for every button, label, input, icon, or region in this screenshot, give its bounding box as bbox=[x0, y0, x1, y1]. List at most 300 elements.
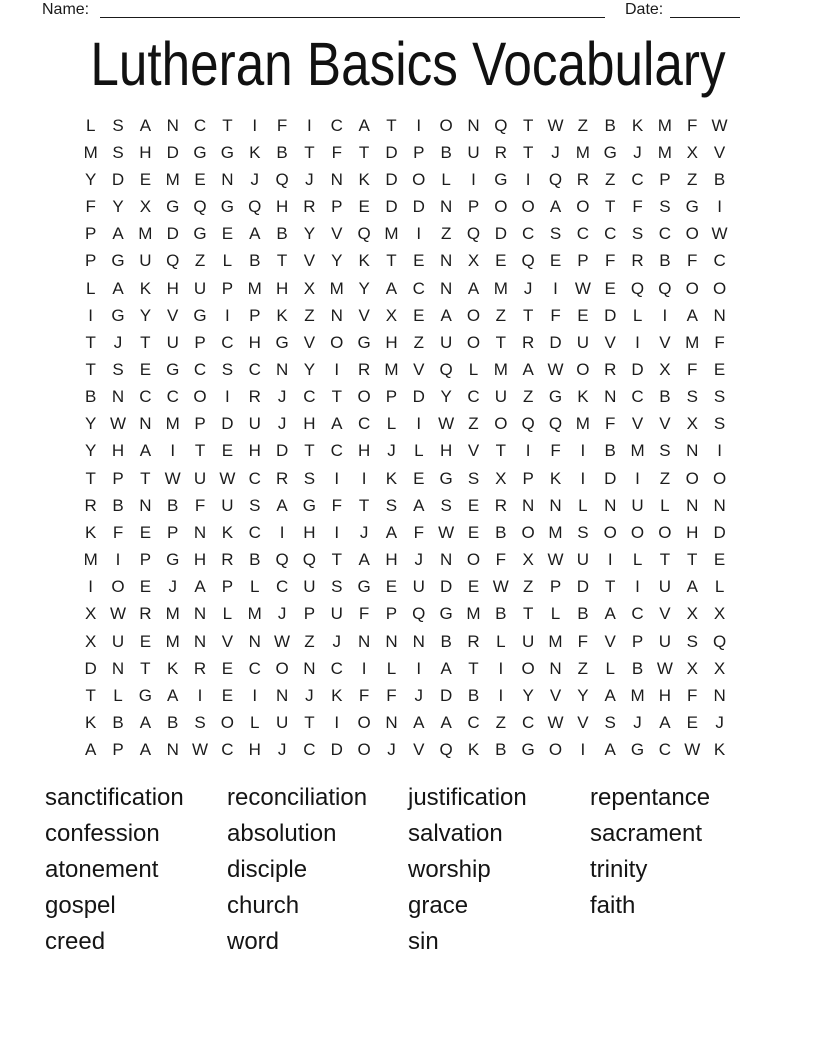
grid-letter: T bbox=[85, 359, 96, 379]
grid-letter: V bbox=[413, 740, 425, 760]
grid-letter: L bbox=[250, 577, 260, 597]
grid-letter: E bbox=[139, 631, 152, 651]
grid-letter: N bbox=[522, 495, 535, 515]
grid-letter: I bbox=[717, 441, 722, 461]
grid-letter: N bbox=[549, 495, 562, 515]
grid-letter: T bbox=[468, 658, 479, 678]
grid-letter: M bbox=[165, 604, 180, 624]
grid-letter: I bbox=[416, 658, 422, 678]
grid-letter: W bbox=[684, 740, 701, 760]
grid-letter: R bbox=[275, 468, 289, 488]
grid-letter: M bbox=[685, 332, 700, 352]
grid-letter: C bbox=[467, 387, 480, 407]
grid-letter: P bbox=[139, 550, 152, 570]
grid-letter: G bbox=[603, 142, 617, 162]
grid-letter: P bbox=[194, 332, 206, 352]
grid-letter: L bbox=[250, 713, 260, 733]
grid-letter: Z bbox=[659, 468, 671, 488]
grid-letter: B bbox=[659, 387, 671, 407]
grid-letter: I bbox=[279, 522, 285, 542]
grid-letter: S bbox=[112, 142, 124, 162]
grid-letter: J bbox=[414, 550, 424, 570]
grid-letter: T bbox=[85, 685, 96, 705]
grid-letter: Z bbox=[304, 305, 315, 325]
grid-letter: J bbox=[633, 142, 642, 162]
grid-letter: C bbox=[631, 169, 644, 189]
grid-letter: G bbox=[193, 224, 207, 244]
grid-letter: E bbox=[467, 522, 480, 542]
grid-letter: X bbox=[139, 197, 152, 217]
grid-letter: S bbox=[577, 522, 589, 542]
grid-letter: H bbox=[686, 522, 699, 542]
grid-letter: W bbox=[711, 115, 728, 135]
grid-letter: D bbox=[604, 305, 617, 325]
grid-letter: I bbox=[416, 414, 422, 434]
grid-letter: N bbox=[686, 495, 699, 515]
grid-letter: I bbox=[525, 169, 531, 189]
grid-letter: S bbox=[686, 387, 698, 407]
grid-letter: E bbox=[604, 278, 616, 298]
grid-letter: F bbox=[112, 522, 124, 542]
word-bank-column-2 bbox=[227, 780, 367, 960]
grid-letter: G bbox=[193, 305, 207, 325]
grid-letter: X bbox=[686, 414, 698, 434]
grid-letter: W bbox=[656, 658, 673, 678]
grid-letter: C bbox=[193, 115, 207, 135]
grid-letter: C bbox=[357, 414, 371, 434]
grid-letter: Y bbox=[522, 685, 534, 705]
grid-letter: X bbox=[686, 604, 698, 624]
grid-letter: O bbox=[685, 224, 699, 244]
grid-letter: F bbox=[687, 115, 698, 135]
grid-letter: F bbox=[413, 522, 424, 542]
grid-letter: G bbox=[439, 468, 453, 488]
grid-letter: E bbox=[358, 197, 370, 217]
grid-letter: H bbox=[139, 142, 152, 162]
grid-letter: P bbox=[112, 468, 124, 488]
grid-letter: P bbox=[331, 197, 343, 217]
grid-letter: I bbox=[525, 441, 531, 461]
grid-letter: W bbox=[547, 115, 564, 135]
grid-letter: C bbox=[303, 740, 316, 760]
grid-letter: T bbox=[386, 115, 397, 135]
grid-letter: K bbox=[713, 740, 726, 760]
grid-letter: G bbox=[166, 550, 180, 570]
grid-letter: M bbox=[493, 278, 508, 298]
grid-letter: Y bbox=[303, 359, 316, 379]
grid-letter: B bbox=[167, 495, 179, 515]
grid-letter: A bbox=[467, 278, 480, 298]
grid-letter: M bbox=[630, 441, 645, 461]
grid-letter: A bbox=[385, 522, 398, 542]
word-bank-item: gospel bbox=[45, 892, 116, 919]
grid-letter: W bbox=[164, 468, 181, 488]
grid-letter: M bbox=[247, 604, 262, 624]
grid-letter: M bbox=[247, 278, 262, 298]
grid-letter: O bbox=[412, 169, 426, 189]
grid-letter: O bbox=[576, 197, 590, 217]
grid-letter: M bbox=[83, 550, 98, 570]
grid-letter: I bbox=[471, 169, 476, 189]
grid-letter: A bbox=[331, 414, 343, 434]
grid-letter: U bbox=[303, 577, 316, 597]
grid-letter: Q bbox=[275, 169, 289, 189]
grid-letter: V bbox=[604, 631, 616, 651]
grid-letter: B bbox=[659, 251, 671, 271]
grid-letter: L bbox=[496, 631, 506, 651]
grid-letter: T bbox=[495, 441, 507, 461]
grid-letter: E bbox=[549, 251, 562, 271]
grid-letter: M bbox=[165, 414, 180, 434]
grid-letter: Q bbox=[248, 197, 262, 217]
grid-letter: I bbox=[717, 197, 722, 217]
grid-letter: J bbox=[250, 169, 259, 189]
name-label: Name: bbox=[42, 1, 90, 18]
grid-letter: A bbox=[549, 197, 562, 217]
grid-letter: M bbox=[657, 115, 672, 135]
grid-letter: B bbox=[604, 441, 616, 461]
grid-letter: F bbox=[331, 142, 342, 162]
grid-letter: I bbox=[580, 441, 586, 461]
grid-letter: F bbox=[386, 685, 397, 705]
grid-letter: X bbox=[303, 278, 316, 298]
grid-letter: T bbox=[386, 251, 397, 271]
grid-letter: A bbox=[194, 577, 206, 597]
grid-letter: S bbox=[331, 577, 343, 597]
grid-letter: V bbox=[577, 713, 589, 733]
grid-letter: S bbox=[713, 414, 726, 434]
grid-letter: L bbox=[441, 169, 451, 189]
grid-letter: R bbox=[193, 658, 207, 678]
grid-letter: C bbox=[467, 713, 480, 733]
grid-letter: X bbox=[713, 658, 726, 678]
grid-letter: N bbox=[139, 414, 152, 434]
grid-letter: D bbox=[166, 142, 179, 162]
grid-letter: H bbox=[385, 550, 398, 570]
grid-letter: Y bbox=[139, 305, 152, 325]
grid-letter: O bbox=[275, 658, 289, 678]
grid-letter: R bbox=[139, 604, 152, 624]
grid-letter: B bbox=[495, 740, 507, 760]
grid-letter: C bbox=[604, 224, 617, 244]
grid-letter: U bbox=[221, 495, 234, 515]
grid-letter: O bbox=[193, 387, 207, 407]
grid-letter: G bbox=[630, 740, 645, 760]
grid-letter: U bbox=[576, 332, 589, 352]
grid-letter: J bbox=[633, 713, 642, 733]
grid-letter: I bbox=[334, 713, 340, 733]
word-bank-item: sacrament bbox=[590, 820, 703, 847]
grid-letter: V bbox=[303, 251, 316, 271]
grid-letter: H bbox=[248, 332, 261, 352]
grid-letter: D bbox=[494, 224, 507, 244]
grid-letter: A bbox=[413, 713, 425, 733]
grid-letter: K bbox=[249, 142, 261, 162]
grid-letter: C bbox=[631, 387, 644, 407]
date-blank-line bbox=[670, 1, 740, 18]
grid-letter: V bbox=[713, 142, 726, 162]
grid-letter: P bbox=[167, 522, 179, 542]
grid-letter: Y bbox=[303, 224, 316, 244]
grid-letter: P bbox=[522, 468, 534, 488]
grid-letter: W bbox=[109, 414, 127, 434]
grid-letter: E bbox=[221, 658, 234, 678]
grid-letter: U bbox=[467, 142, 480, 162]
grid-letter: M bbox=[466, 604, 481, 624]
grid-letter: S bbox=[385, 495, 398, 515]
grid-letter: V bbox=[659, 414, 671, 434]
grid-letter: E bbox=[139, 359, 152, 379]
grid-letter: T bbox=[522, 305, 534, 325]
grid-letter: D bbox=[440, 577, 453, 597]
grid-letter: O bbox=[576, 359, 590, 379]
grid-letter: E bbox=[713, 550, 726, 570]
grid-letter: O bbox=[548, 740, 563, 760]
grid-letter: Q bbox=[548, 414, 563, 434]
grid-letter: N bbox=[166, 115, 179, 135]
word-bank-item: worship bbox=[408, 856, 491, 883]
grid-letter: I bbox=[635, 468, 640, 488]
grid-letter: K bbox=[139, 278, 152, 298]
grid-letter: M bbox=[138, 224, 153, 244]
word-bank-item: reconciliation bbox=[227, 784, 368, 811]
grid-letter: J bbox=[305, 169, 314, 189]
grid-letter: S bbox=[221, 359, 234, 379]
grid-letter: Y bbox=[112, 197, 124, 217]
grid-letter: W bbox=[547, 550, 564, 570]
grid-letter: Q bbox=[439, 740, 453, 760]
grid-letter: A bbox=[686, 577, 698, 597]
grid-letter: H bbox=[248, 441, 261, 461]
grid-letter: Y bbox=[85, 169, 97, 189]
grid-letter: H bbox=[275, 197, 289, 217]
grid-letter: G bbox=[111, 251, 125, 271]
grid-letter: Z bbox=[577, 115, 589, 135]
grid-letter: S bbox=[631, 224, 644, 244]
grid-letter: Q bbox=[630, 278, 645, 298]
grid-letter: G bbox=[166, 359, 180, 379]
grid-letter: F bbox=[276, 115, 288, 135]
grid-letter: G bbox=[357, 577, 371, 597]
grid-letter: Q bbox=[658, 278, 672, 298]
grid-letter: M bbox=[165, 631, 180, 651]
grid-letter: I bbox=[252, 115, 258, 135]
grid-letter: P bbox=[85, 251, 97, 271]
grid-letter: A bbox=[686, 305, 698, 325]
grid-letter: E bbox=[221, 224, 234, 244]
grid-letter: Z bbox=[495, 713, 507, 733]
grid-letter: E bbox=[577, 305, 589, 325]
grid-letter: A bbox=[167, 685, 179, 705]
grid-letter: U bbox=[576, 550, 589, 570]
grid-letter: X bbox=[495, 468, 507, 488]
grid-letter: Z bbox=[413, 332, 424, 352]
grid-letter: I bbox=[498, 658, 504, 678]
grid-letter: S bbox=[303, 468, 316, 488]
grid-letter: O bbox=[521, 197, 535, 217]
grid-letter: F bbox=[85, 197, 96, 217]
grid-letter: N bbox=[440, 251, 453, 271]
grid-letter: C bbox=[658, 740, 672, 760]
grid-letter: C bbox=[221, 332, 234, 352]
grid-letter: O bbox=[712, 278, 727, 298]
grid-letter: F bbox=[687, 685, 698, 705]
grid-letter: W bbox=[438, 414, 455, 434]
grid-letter: O bbox=[357, 387, 371, 407]
grid-letter: Q bbox=[412, 604, 426, 624]
grid-letter: L bbox=[414, 441, 424, 461]
grid-letter: W bbox=[547, 359, 564, 379]
grid-letter: K bbox=[549, 468, 562, 488]
grid-letter: W bbox=[219, 468, 236, 488]
grid-letter: M bbox=[630, 685, 645, 705]
word-search-grid bbox=[77, 112, 733, 764]
grid-letter: Z bbox=[440, 224, 452, 244]
grid-letter: L bbox=[605, 658, 615, 678]
grid-letter: C bbox=[576, 224, 589, 244]
word-bank-item: church bbox=[227, 892, 300, 919]
grid-letter: D bbox=[84, 658, 97, 678]
grid-letter: S bbox=[112, 359, 124, 379]
grid-letter: B bbox=[467, 685, 480, 705]
grid-letter: I bbox=[88, 305, 94, 325]
grid-letter: A bbox=[440, 713, 452, 733]
grid-letter: H bbox=[357, 441, 371, 461]
grid-letter: I bbox=[580, 468, 586, 488]
grid-letter: N bbox=[330, 169, 343, 189]
grid-letter: V bbox=[303, 332, 316, 352]
grid-letter: C bbox=[658, 224, 672, 244]
grid-letter: Z bbox=[522, 577, 534, 597]
grid-letter: M bbox=[165, 169, 180, 189]
grid-letter: N bbox=[111, 658, 125, 678]
grid-letter: I bbox=[252, 685, 258, 705]
grid-letter: J bbox=[551, 142, 560, 162]
grid-letter: C bbox=[713, 251, 726, 271]
grid-letter: J bbox=[277, 414, 287, 434]
date-label: Date: bbox=[625, 1, 664, 18]
grid-letter: G bbox=[138, 685, 152, 705]
grid-letter: O bbox=[494, 197, 508, 217]
grid-letter: J bbox=[523, 278, 533, 298]
grid-letter: L bbox=[632, 305, 643, 325]
grid-letter: V bbox=[467, 441, 480, 461]
grid-letter: Z bbox=[605, 169, 616, 189]
grid-letter: B bbox=[577, 604, 589, 624]
grid-letter: I bbox=[662, 305, 668, 325]
grid-letter: I bbox=[334, 468, 340, 488]
grid-letter: E bbox=[139, 169, 152, 189]
grid-letter: S bbox=[249, 495, 261, 515]
grid-letter: A bbox=[139, 713, 152, 733]
grid-letter: N bbox=[713, 495, 726, 515]
grid-letter: I bbox=[416, 115, 422, 135]
grid-letter: Q bbox=[521, 414, 535, 434]
grid-letter: I bbox=[334, 522, 340, 542]
grid-letter: E bbox=[413, 305, 425, 325]
grid-letter: W bbox=[547, 713, 564, 733]
grid-letter: N bbox=[549, 658, 562, 678]
grid-letter: S bbox=[604, 713, 616, 733]
grid-letter: S bbox=[549, 224, 562, 244]
grid-letter: O bbox=[685, 468, 699, 488]
grid-letter: P bbox=[112, 740, 124, 760]
grid-letter: G bbox=[548, 387, 563, 407]
grid-letter: N bbox=[440, 550, 453, 570]
grid-letter: H bbox=[385, 332, 398, 352]
grid-letter: A bbox=[276, 495, 288, 515]
grid-letter: V bbox=[549, 685, 562, 705]
grid-letter: I bbox=[170, 441, 176, 461]
grid-letter: V bbox=[659, 332, 671, 352]
grid-letter: I bbox=[635, 332, 640, 352]
grid-letter: D bbox=[412, 387, 425, 407]
grid-letter: S bbox=[112, 115, 124, 135]
grid-letter: K bbox=[385, 468, 398, 488]
grid-letter: D bbox=[221, 414, 234, 434]
grid-letter: T bbox=[276, 251, 288, 271]
grid-letter: W bbox=[274, 631, 291, 651]
grid-letter: Q bbox=[712, 631, 727, 651]
grid-letter: L bbox=[578, 495, 588, 515]
grid-letter: O bbox=[466, 332, 481, 352]
word-bank-item: disciple bbox=[227, 856, 308, 883]
grid-letter: U bbox=[494, 387, 507, 407]
grid-letter: D bbox=[631, 359, 644, 379]
grid-letter: T bbox=[222, 115, 233, 135]
grid-letter: U bbox=[522, 631, 535, 651]
grid-letter: Q bbox=[302, 550, 317, 570]
grid-letter: O bbox=[712, 468, 727, 488]
grid-letter: D bbox=[604, 468, 617, 488]
grid-letter: Y bbox=[85, 414, 97, 434]
grid-letter: B bbox=[713, 169, 726, 189]
grid-letter: B bbox=[276, 224, 288, 244]
grid-letter: T bbox=[358, 142, 370, 162]
grid-letter: A bbox=[659, 713, 671, 733]
grid-letter: T bbox=[85, 468, 96, 488]
grid-letter: O bbox=[658, 522, 672, 542]
grid-letter: D bbox=[412, 197, 425, 217]
grid-letter: V bbox=[221, 631, 234, 651]
grid-letter: J bbox=[277, 387, 287, 407]
grid-letter: G bbox=[275, 332, 289, 352]
grid-letter: L bbox=[714, 577, 725, 597]
grid-letter: M bbox=[329, 278, 344, 298]
grid-letter: D bbox=[385, 169, 398, 189]
grid-letter: N bbox=[467, 115, 480, 135]
grid-letter: U bbox=[166, 332, 179, 352]
grid-letter: G bbox=[521, 740, 535, 760]
grid-letter: N bbox=[303, 658, 316, 678]
grid-letter: I bbox=[416, 224, 422, 244]
grid-letter: W bbox=[109, 604, 127, 624]
grid-letter: C bbox=[248, 658, 261, 678]
grid-letter: O bbox=[111, 577, 125, 597]
grid-letter: F bbox=[605, 414, 616, 434]
grid-letter: N bbox=[275, 685, 289, 705]
grid-letter: N bbox=[713, 305, 726, 325]
grid-letter: H bbox=[303, 522, 316, 542]
grid-letter: C bbox=[248, 522, 261, 542]
grid-letter: A bbox=[112, 224, 124, 244]
grid-letter: E bbox=[686, 713, 698, 733]
grid-letter: H bbox=[303, 414, 316, 434]
grid-letter: O bbox=[439, 115, 453, 135]
grid-letter: N bbox=[713, 685, 726, 705]
grid-letter: R bbox=[221, 550, 234, 570]
grid-letter: C bbox=[522, 713, 535, 733]
